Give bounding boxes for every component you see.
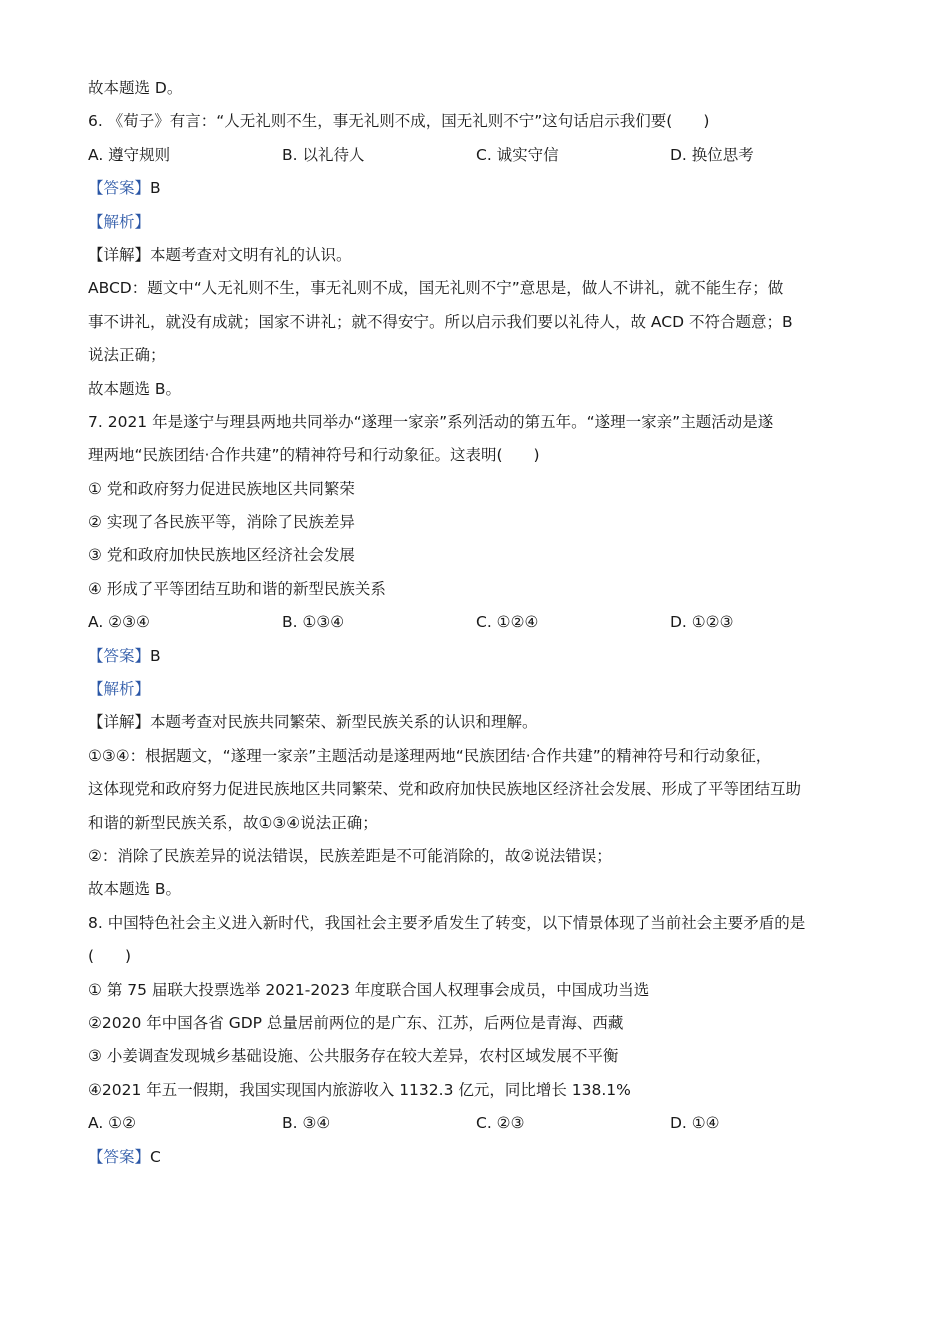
q7-stem-line: 理两地“民族团结·合作共建”的精神符号和行动象征。这表明( ) bbox=[88, 446, 540, 465]
q6-option-a: A. 遵守规则 bbox=[88, 145, 171, 164]
analysis-tag: 【解析】 bbox=[88, 680, 151, 699]
q7-item: ② 实现了各民族平等，消除了民族差异 bbox=[88, 513, 355, 532]
q7-options bbox=[88, 606, 868, 639]
q7-explanation-line: 和谐的新型民族关系，故①③④说法正确； bbox=[88, 813, 378, 832]
q6-detail-text: 本题考查对文明有礼的认识。 bbox=[150, 245, 352, 264]
q7-explanation-line: ①③④：根据题文，“遂理一家亲”主题活动是遂理两地“民族团结·合作共建”的精神符号和行动象征， bbox=[88, 746, 772, 765]
q8-option-c: C. ②③ bbox=[476, 1114, 525, 1133]
answer-tag: 【答案】 bbox=[88, 646, 151, 665]
q7-option-a: A. ②③④ bbox=[88, 613, 150, 632]
q7-detail-text: 本题考查对民族共同繁荣、新型民族关系的认识和理解。 bbox=[150, 713, 538, 732]
detail-tag: 【详解】 bbox=[88, 713, 151, 732]
q8-item: ④2021 年五一假期，我国实现国内旅游收入 1132.3 亿元，同比增长 138.1% bbox=[88, 1080, 631, 1099]
q8-item: ②2020 年中国各省 GDP 总量居前两位的是广东、江苏，后两位是青海、西藏 bbox=[88, 1013, 624, 1032]
analysis-tag: 【解析】 bbox=[88, 212, 151, 231]
q7-item: ③ 党和政府加快民族地区经济社会发展 bbox=[88, 546, 355, 565]
q6-explanation-line: ABCD：题文中“人无礼则不生，事无礼则不成，国无礼则不宁”意思是，做人不讲礼，就不能生存；做 bbox=[88, 279, 784, 298]
q6-option-d: D. 换位思考 bbox=[670, 145, 754, 164]
q8-stem-line: ( ) bbox=[88, 947, 132, 966]
q8-answer bbox=[88, 1141, 868, 1174]
q7-item: ④ 形成了平等团结互助和谐的新型民族关系 bbox=[88, 579, 386, 598]
q8-item: ① 第 75 届联大投票选举 2021-2023 年度联合国人权理事会成员，中国成功当选 bbox=[88, 980, 650, 999]
q6-option-b: B. 以礼待人 bbox=[282, 145, 365, 164]
q7-option-b: B. ①③④ bbox=[282, 613, 345, 632]
q8-answer-value: C bbox=[150, 1147, 161, 1166]
q8-stem-line: 8. 中国特色社会主义进入新时代，我国社会主要矛盾发生了转变，以下情景体现了当前社会主要矛盾的是 bbox=[88, 913, 806, 932]
document-page bbox=[88, 72, 868, 1174]
q7-conclusion: 故本题选 B。 bbox=[88, 880, 182, 899]
q6-stem: 6. 《荀子》有言：“人无礼则不生，事无礼则不成，国无礼则不宁”这句话启示我们要( ) bbox=[88, 112, 710, 131]
q6-explanation-line: 说法正确； bbox=[88, 346, 166, 365]
q6-explanation-line: 事不讲礼，就没有成就；国家不讲礼；就不得安宁。所以启示我们要以礼待人，故 ACD 不符合题意；B bbox=[88, 312, 793, 331]
q8-options bbox=[88, 1107, 868, 1140]
q6-options bbox=[88, 139, 868, 172]
q7-analysis bbox=[88, 673, 868, 706]
q7-answer-value: B bbox=[150, 646, 161, 665]
q8-item: ③ 小姜调查发现城乡基础设施、公共服务存在较大差异，农村区域发展不平衡 bbox=[88, 1047, 619, 1066]
q6-conclusion: 故本题选 B。 bbox=[88, 379, 182, 398]
q7-stem-line: 7. 2021 年是遂宁与理县两地共同举办“遂理一家亲”系列活动的第五年。“遂理一家亲”主题活动是遂 bbox=[88, 412, 774, 431]
q7-explanation-line: 这体现党和政府努力促进民族地区共同繁荣、党和政府加快民族地区经济社会发展、形成了平等团结互助 bbox=[88, 780, 802, 799]
answer-tag: 【答案】 bbox=[88, 1147, 151, 1166]
q6-answer bbox=[88, 172, 868, 205]
q7-option-d: D. ①②③ bbox=[670, 613, 734, 632]
q7-item: ① 党和政府努力促进民族地区共同繁荣 bbox=[88, 479, 355, 498]
q5-conclusion: 故本题选 D。 bbox=[88, 79, 183, 97]
q7-option-c: C. ①②④ bbox=[476, 613, 539, 632]
q6-answer-value: B bbox=[150, 179, 161, 198]
q7-explanation-line: ②：消除了民族差异的说法错误，民族差距是不可能消除的，故②说法错误； bbox=[88, 846, 612, 865]
detail-tag: 【详解】 bbox=[88, 245, 151, 264]
answer-tag: 【答案】 bbox=[88, 179, 151, 198]
q7-detail bbox=[88, 706, 868, 739]
q8-option-b: B. ③④ bbox=[282, 1114, 331, 1133]
q6-option-c: C. 诚实守信 bbox=[476, 145, 559, 164]
q8-option-d: D. ①④ bbox=[670, 1114, 720, 1133]
q8-option-a: A. ①② bbox=[88, 1114, 136, 1133]
q6-detail bbox=[88, 239, 868, 272]
q7-answer bbox=[88, 640, 868, 673]
q6-analysis bbox=[88, 206, 868, 239]
